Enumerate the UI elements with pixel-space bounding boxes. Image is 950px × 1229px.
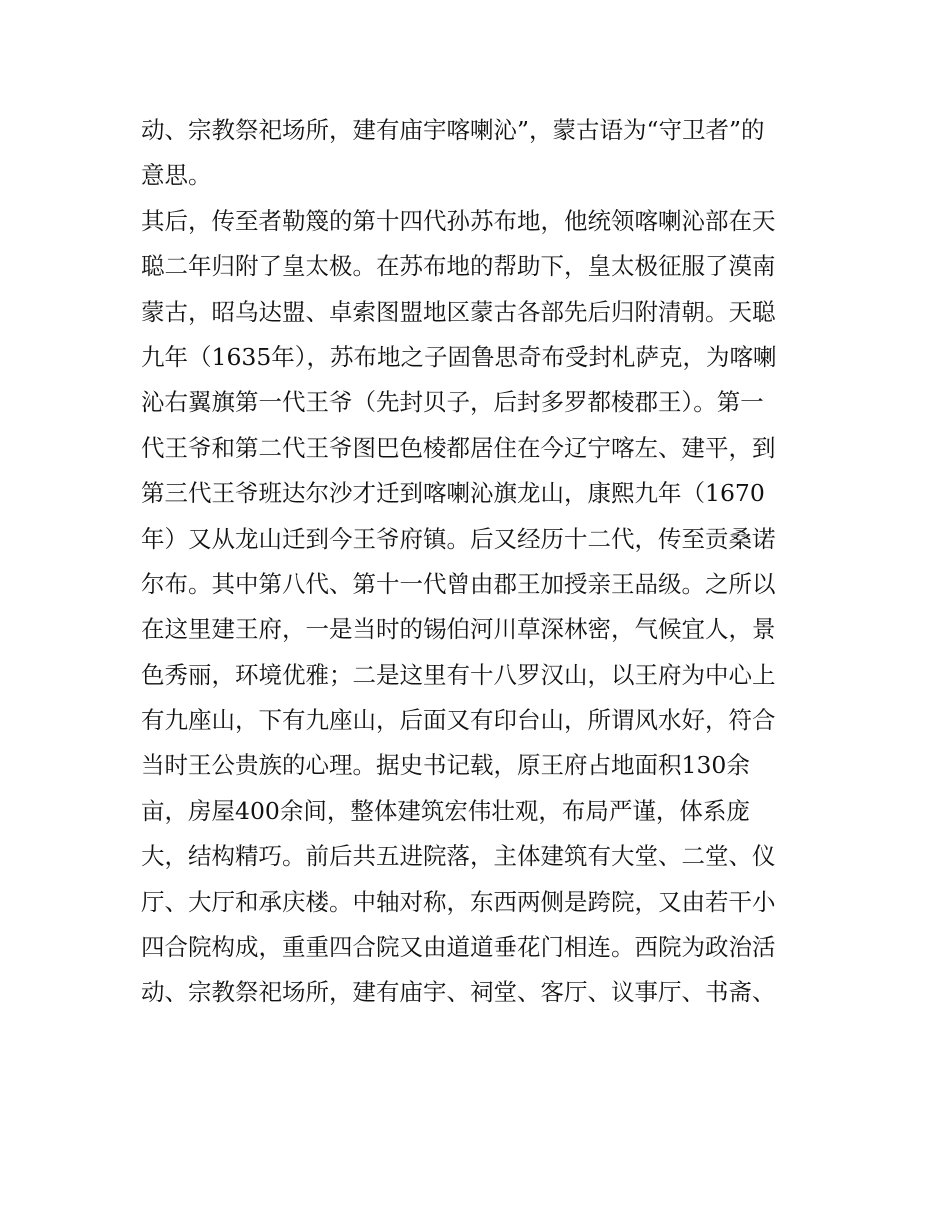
text-line: 在这里建王府，一是当时的锡伯河川草深林密，气候宜人，景: [141, 615, 776, 644]
text-line: 蒙古，昭乌达盟、卓索图盟地区蒙古各部先后归附清朝。天聪: [141, 297, 776, 326]
text-line: 厅、大厅和承庆楼。中轴对称，东西两侧是跨院，又由若干小: [141, 887, 776, 916]
text-line: 动、宗教祭祀场所，建有庙宇、祠堂、客厅、议事厅、书斋、: [141, 978, 776, 1007]
text-line: 意思。: [141, 161, 212, 190]
text-line: 亩，房屋400余间，整体建筑宏伟壮观，布局严谨，体系庞: [141, 796, 750, 825]
text-line: 沁右翼旗第一代王爷（先封贝子，后封多罗都棱郡王）。第一: [141, 388, 764, 417]
text-line: 第三代王爷班达尔沙才迁到喀喇沁旗龙山，康熙九年（1670: [141, 479, 765, 508]
text-line: 年）又从龙山迁到今王爷府镇。后又经历十二代，传至贡桑诺: [141, 524, 776, 553]
text-line: 代王爷和第二代王爷图巴色棱都居住在今辽宁喀左、建平，到: [141, 433, 776, 462]
text-line: 其后，传至者勒篾的第十四代孙苏布地，他统领喀喇沁部在天: [141, 206, 776, 235]
text-line: 色秀丽，环境优雅；二是这里有十八罗汉山，以王府为中心上: [141, 660, 776, 689]
text-line: 动、宗教祭祀场所，建有庙宇喀喇沁”，蒙古语为“守卫者”的: [141, 116, 765, 144]
text-line: 当时王公贵族的心理。据史书记载，原王府占地面积130余: [141, 751, 750, 780]
body-text: [141, 108, 821, 1016]
text-line: 聪二年归附了皇太极。在苏布地的帮助下，皇太极征服了漠南: [141, 252, 776, 281]
text-line: 有九座山，下有九座山，后面又有印台山，所谓风水好，符合: [141, 706, 776, 735]
text-line: 大，结构精巧。前后共五进院落，主体建筑有大堂、二堂、仪: [141, 842, 776, 871]
text-line: 四合院构成，重重四合院又由道道垂花门相连。西院为政治活: [141, 933, 776, 962]
text-line: 尔布。其中第八代、第十一代曾由郡王加授亲王品级。之所以: [141, 569, 776, 598]
text-line: 九年（1635年），苏布地之子固鲁思奇布受封札萨克，为喀喇: [141, 342, 777, 371]
